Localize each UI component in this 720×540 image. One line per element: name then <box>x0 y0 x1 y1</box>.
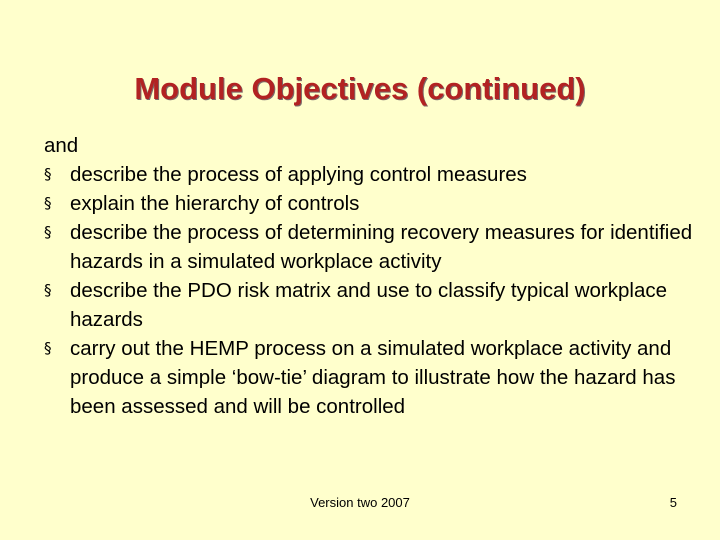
list-item <box>44 189 694 218</box>
list-item <box>44 276 694 334</box>
section-bullet-icon: § <box>44 165 52 183</box>
list-item-text: carry out the HEMP process on a simulated workplace activity and produce a simple ‘bow-tie’ diagram to illustrate how the hazard has been assessed and will be controlled <box>70 337 676 418</box>
list-item <box>44 160 694 189</box>
slide-body <box>44 131 694 421</box>
section-bullet-icon: § <box>44 194 52 212</box>
list-item-text: describe the PDO risk matrix and use to classify typical workplace hazards <box>70 279 668 331</box>
list-item-text: describe the process of determining recovery measures for identified hazards in a simulated workplace activity <box>70 221 693 273</box>
intro-text: and <box>44 134 79 157</box>
objective-list <box>44 160 694 421</box>
footer-version: Version two 2007 <box>310 495 410 510</box>
list-item-text: describe the process of applying control measures <box>70 163 527 186</box>
section-bullet-icon: § <box>44 339 52 357</box>
page-number: 5 <box>669 495 677 510</box>
section-bullet-icon: § <box>44 281 52 299</box>
list-item <box>44 218 694 276</box>
slide-title: Module Objectives (continued) <box>134 71 586 106</box>
list-item-text: explain the hierarchy of controls <box>70 192 360 215</box>
section-bullet-icon: § <box>44 223 52 241</box>
list-item <box>44 334 694 421</box>
